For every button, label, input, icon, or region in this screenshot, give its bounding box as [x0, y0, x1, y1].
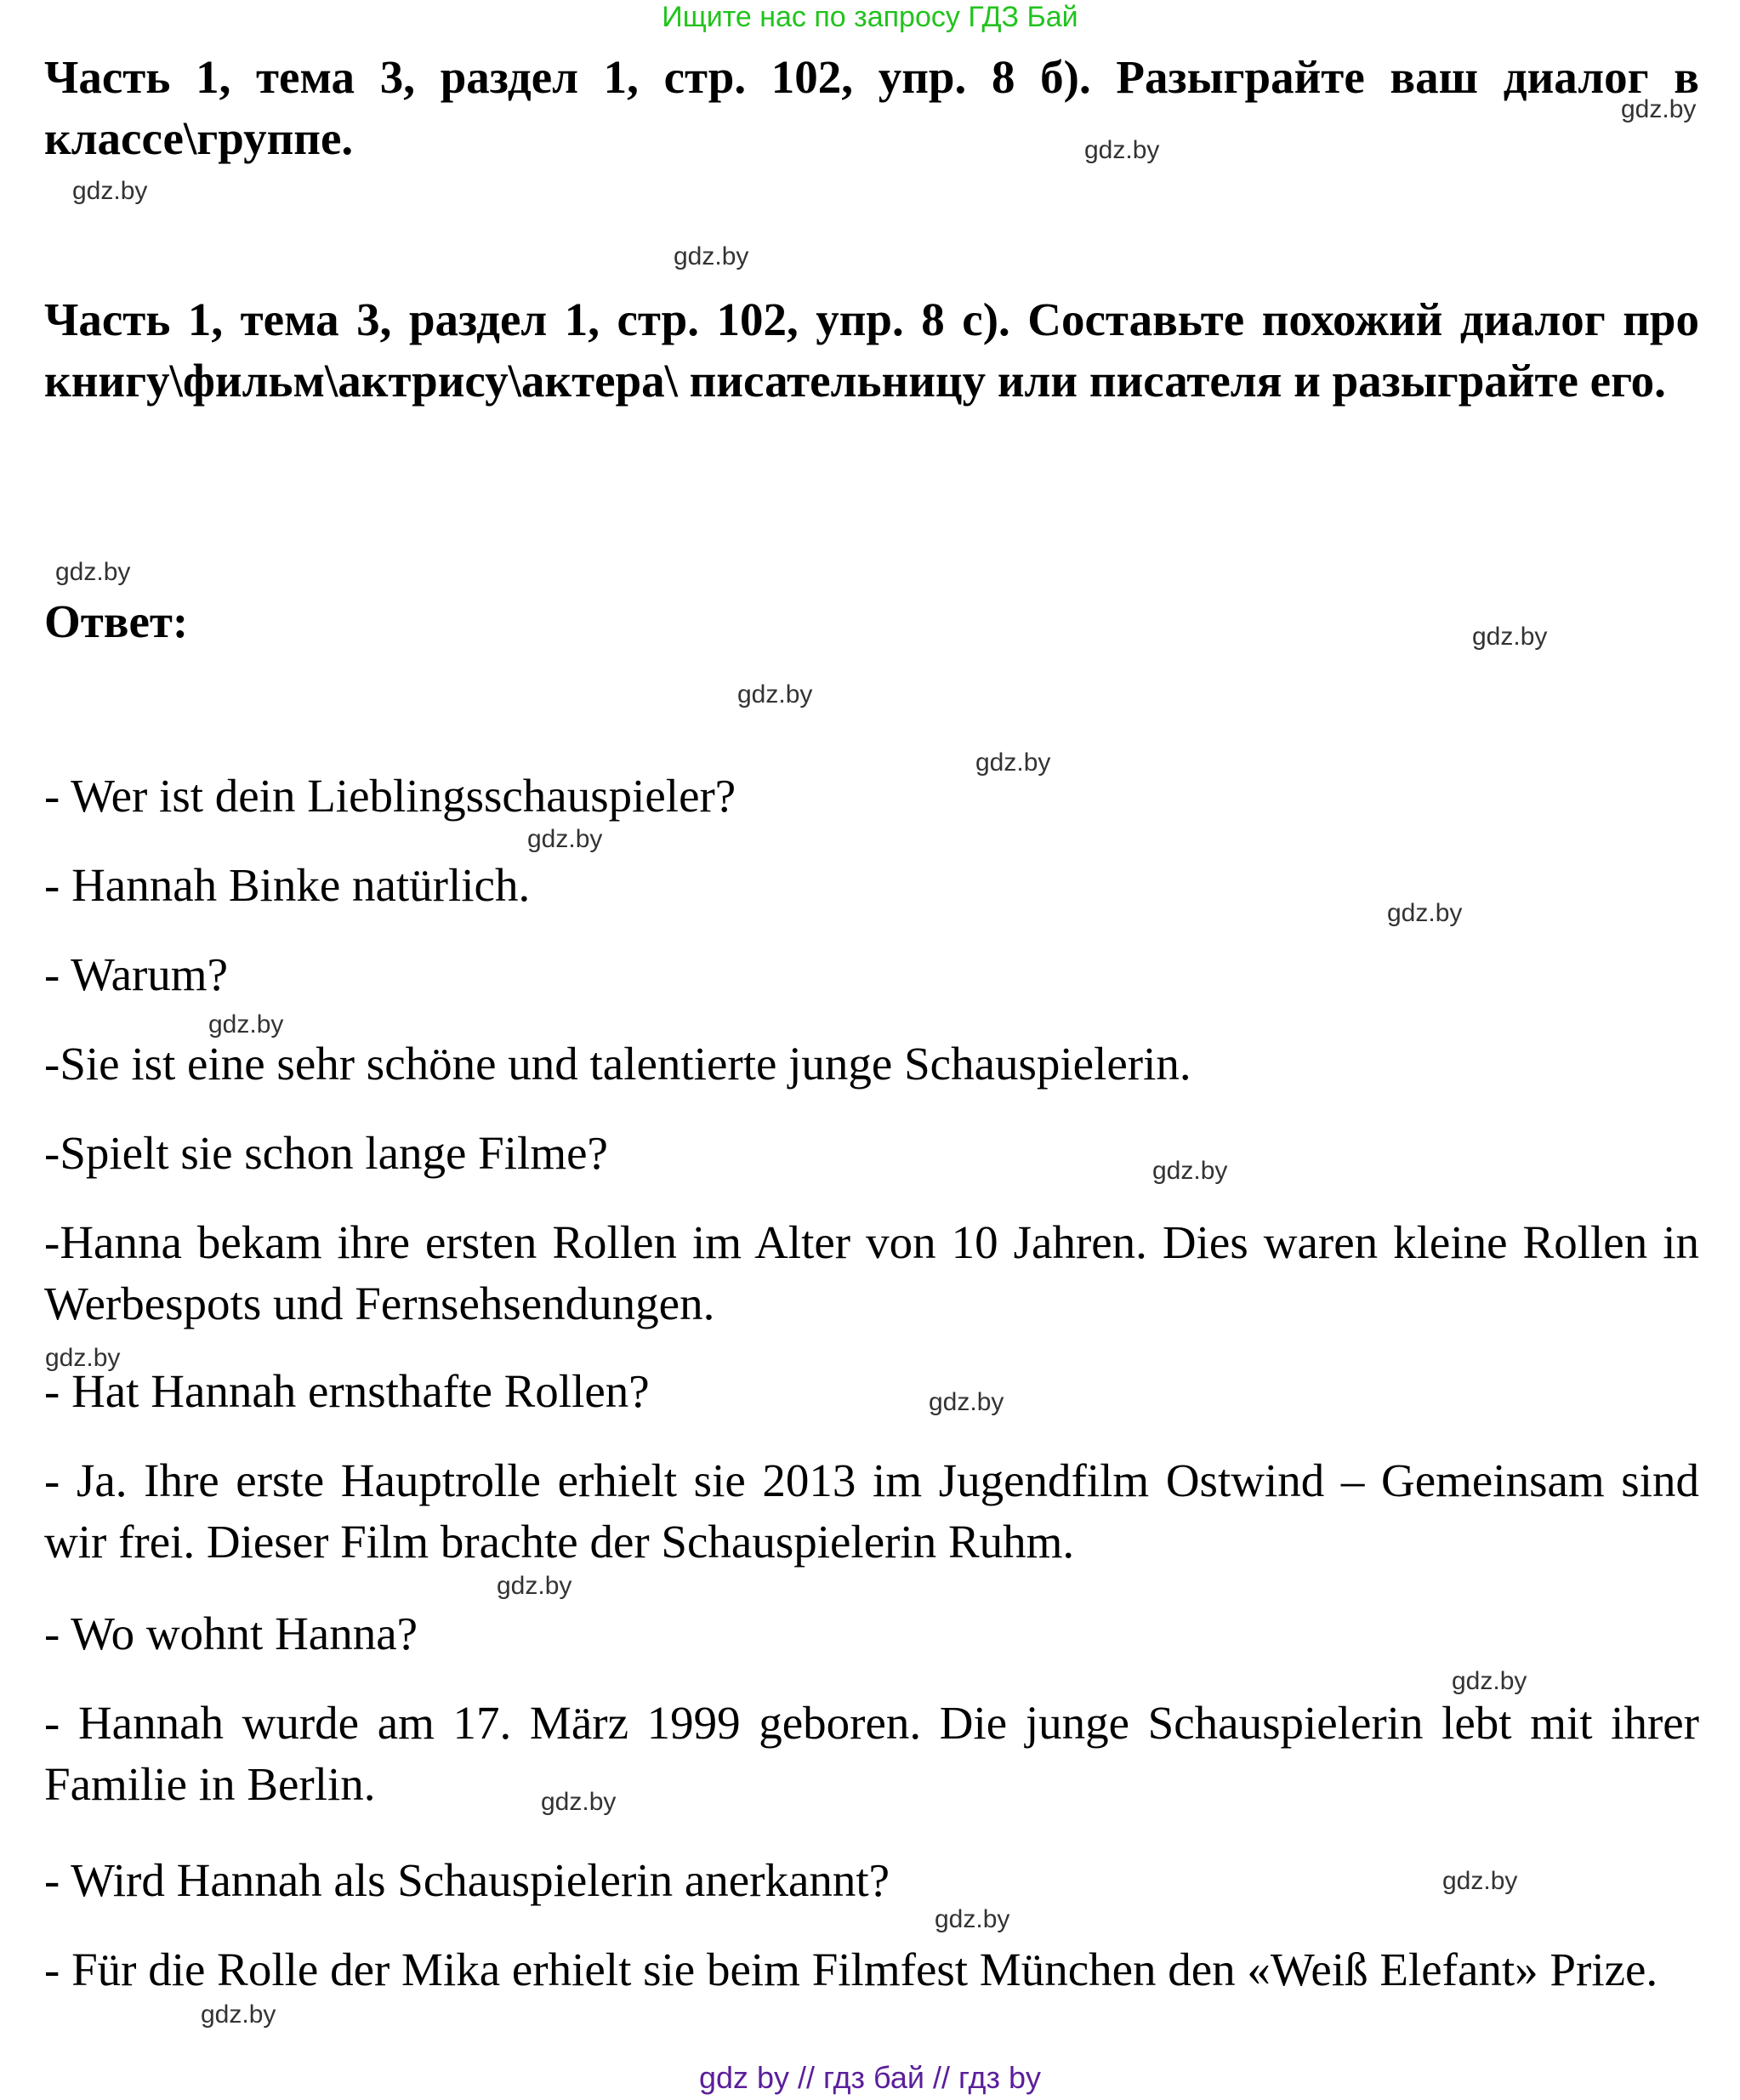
watermark: gdz.by [1442, 1867, 1518, 1895]
dialog-line: - Für die Rolle der Mika erhielt sie beim Filmfest München den «Weiß Elefant» Prize. [44, 1943, 1658, 1995]
dialog-line: -Sie ist eine sehr schöne und talentierte junge Schauspielerin. [44, 1038, 1191, 1090]
exercise-heading-8c: Часть 1, тема 3, раздел 1, стр. 102, упр. 8 c). Составьте похожий диалог про книгу\фильм\актрису\актера\ писательницу или писателя и разыграйте его. [44, 293, 1699, 407]
dialog-line: - Wird Hannah als Schauspielerin anerkannt? [44, 1854, 890, 1906]
watermark: gdz.by [72, 177, 148, 205]
watermark: gdz.by [975, 748, 1051, 777]
watermark: gdz.by [208, 1010, 284, 1039]
exercise-heading-8b: Часть 1, тема 3, раздел 1, стр. 102, упр. 8 б). Разыграйте ваш диалог в классе\группе. [44, 51, 1699, 164]
watermark: gdz.by [1084, 136, 1160, 164]
watermark: gdz.by [1452, 1667, 1527, 1695]
dialog-line: - Wer ist dein Lieblingsschauspieler? [44, 770, 736, 822]
dialog-line: - Hannah Binke natürlich. [44, 859, 531, 911]
watermark: gdz.by [55, 558, 131, 586]
watermark: gdz.by [935, 1905, 1010, 1933]
dialog-line: - Ja. Ihre erste Hauptrolle erhielt sie 2013 im Jugendfilm Ostwind – Gemeinsam sind wir frei. Dieser Film brachte der Schauspielerin Ruhm. [44, 1454, 1699, 1568]
watermark: gdz.by [1387, 899, 1463, 927]
watermark: gdz.by [1152, 1157, 1228, 1185]
dialog-line: - Hannah wurde am 17. März 1999 geboren. Die junge Schauspielerin lebt mit ihrer Familie in Berlin. [44, 1697, 1699, 1810]
watermark: gdz.by [737, 680, 813, 709]
watermark: gdz.by [201, 2000, 276, 2029]
watermark: gdz.by [541, 1788, 617, 1816]
dialog-line: - Hat Hannah ernsthafte Rollen? [44, 1365, 650, 1417]
dialog-line: -Spielt sie schon lange Filme? [44, 1127, 608, 1179]
footer-watermark: gdz by // гдз бай // гдз by [698, 2060, 1042, 2095]
watermark: gdz.by [527, 825, 603, 853]
search-banner: Ищите нас по запросу ГДЗ Бай [662, 1, 1078, 33]
watermark: gdz.by [929, 1388, 1004, 1416]
watermark: gdz.by [45, 1344, 121, 1372]
watermark: gdz.by [1472, 623, 1548, 651]
watermark: gdz.by [674, 242, 749, 270]
answer-label: Ответ: [44, 595, 189, 647]
watermark: gdz.by [1621, 95, 1697, 123]
watermark: gdz.by [497, 1572, 572, 1600]
dialog-line: - Wo wohnt Hanna? [44, 1608, 418, 1659]
dialog-line: - Warum? [44, 948, 228, 1000]
dialog-line: -Hanna bekam ihre ersten Rollen im Alter von 10 Jahren. Dies waren kleine Rollen in Werbespots und Fernsehsendungen. [44, 1216, 1699, 1329]
